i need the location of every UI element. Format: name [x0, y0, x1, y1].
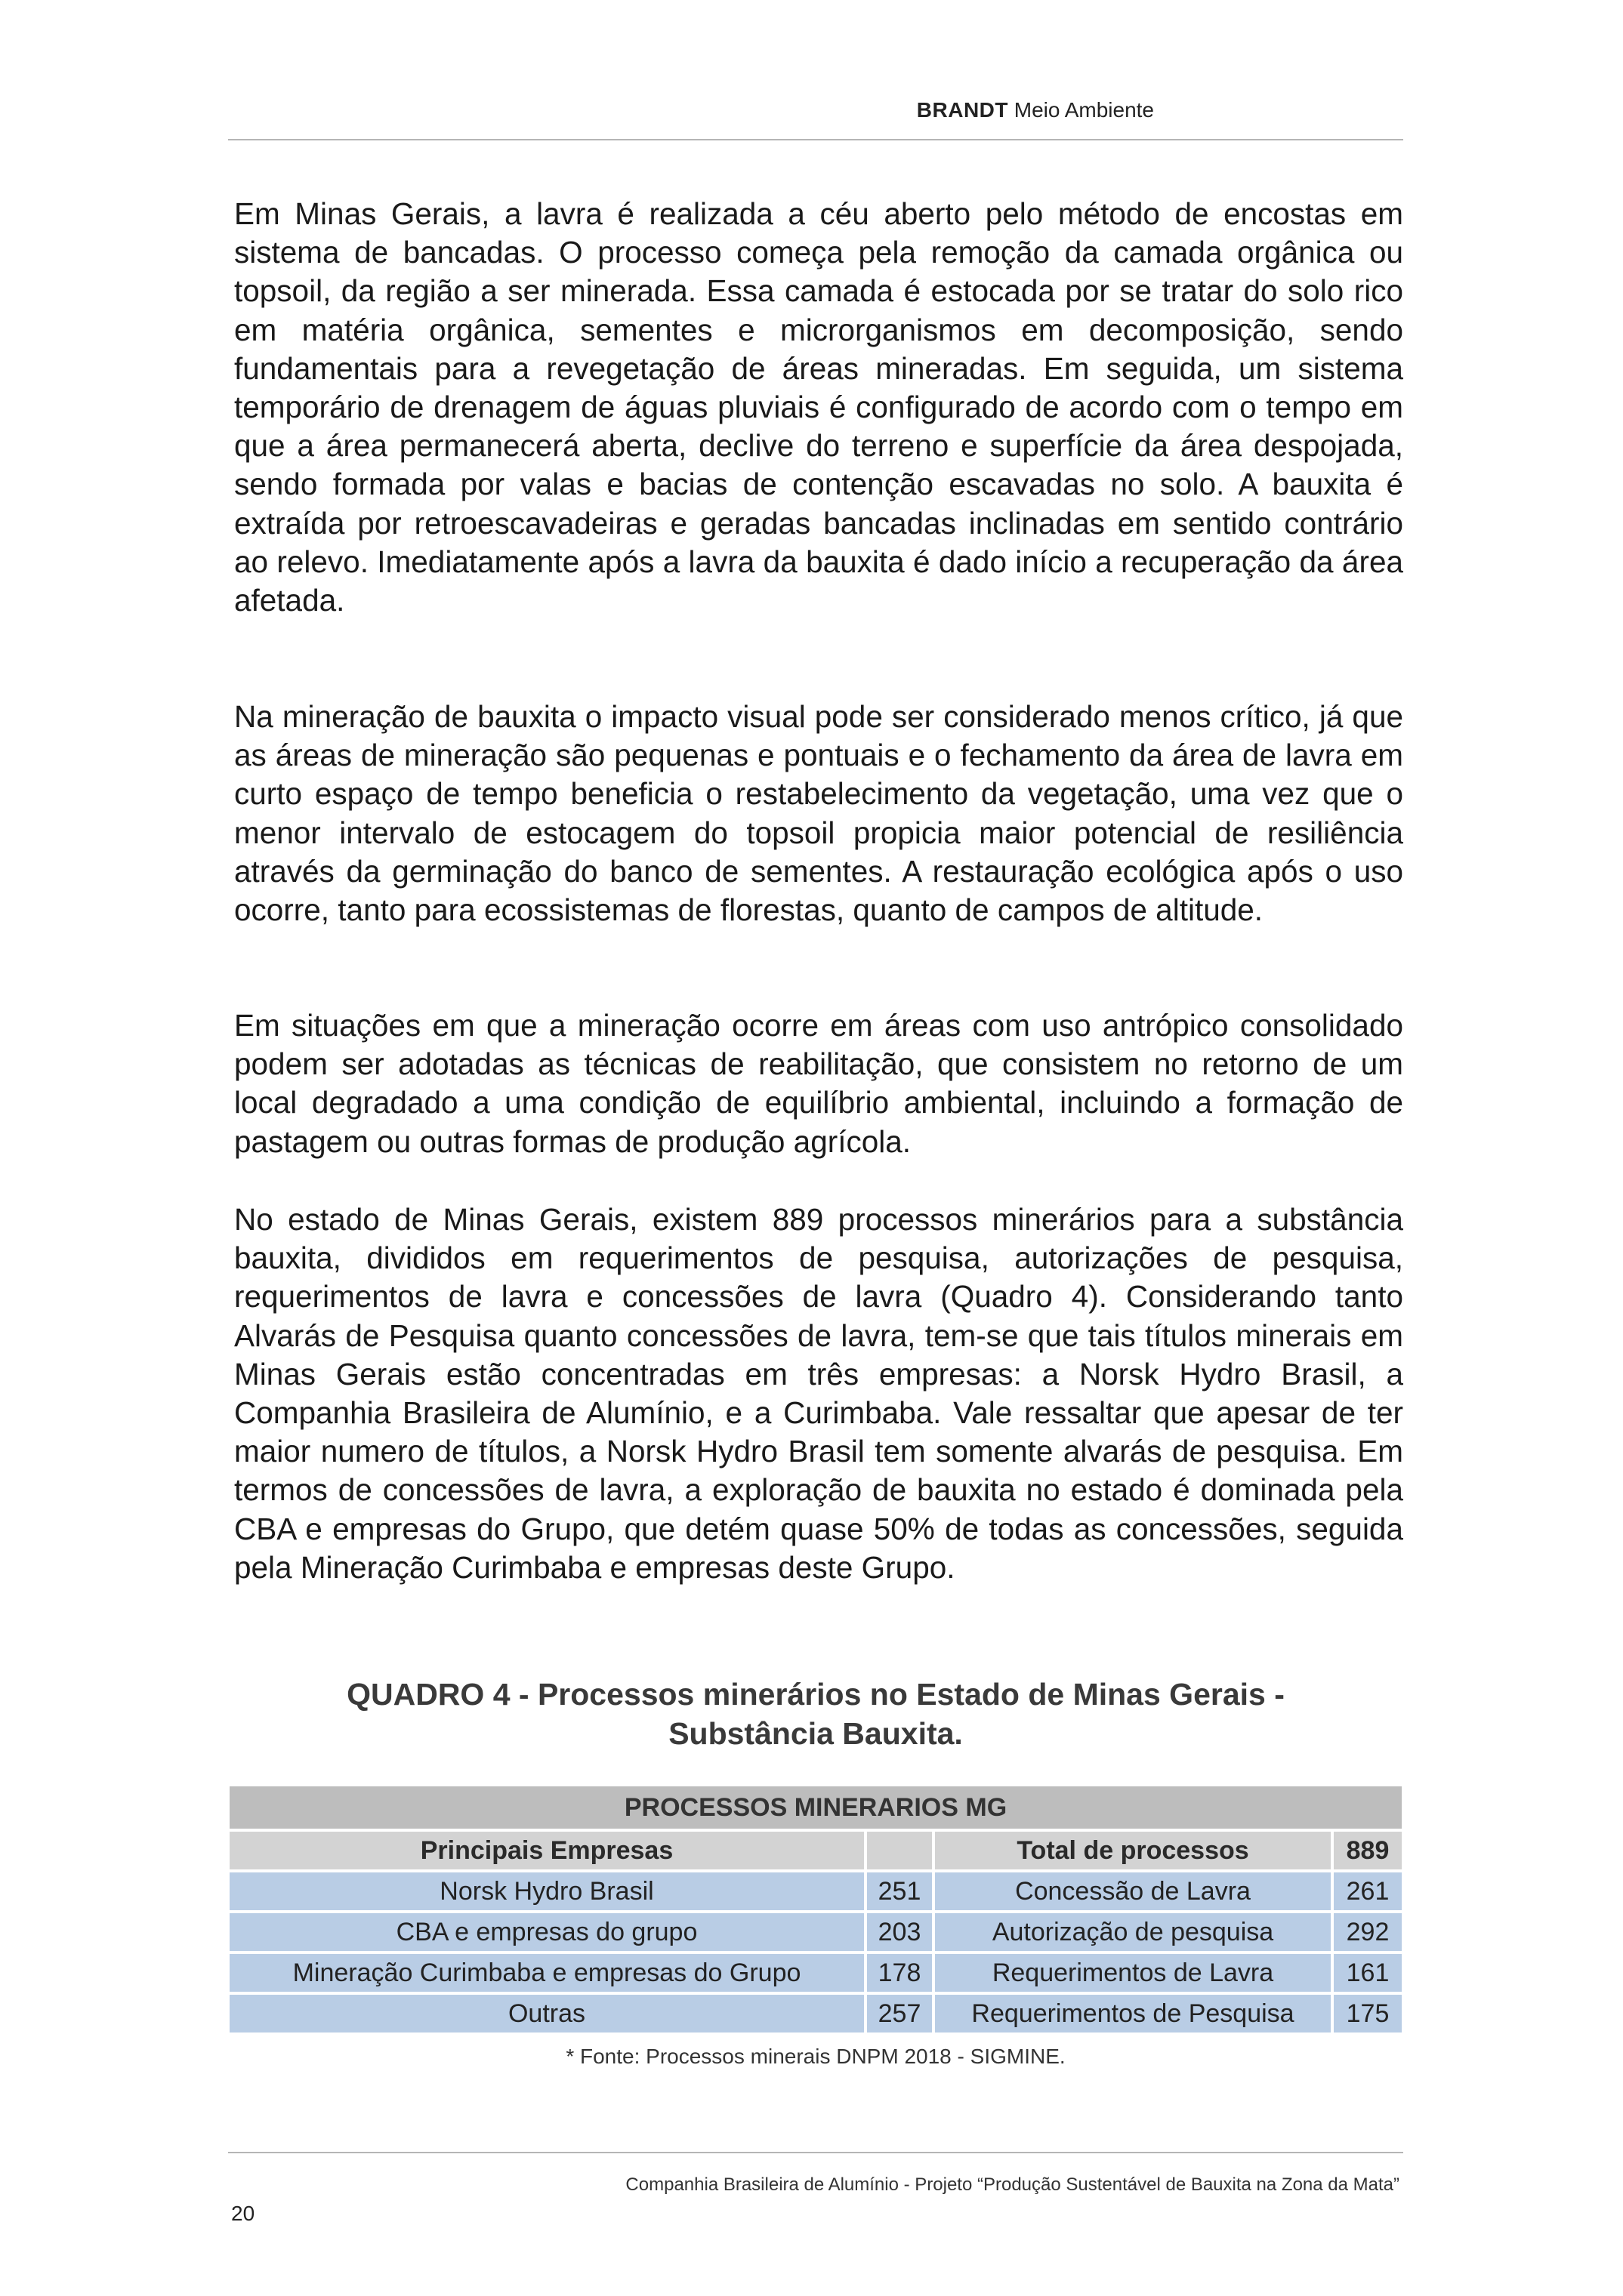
quadro-title-line-1: QUADRO 4 - Processos minerários no Estado de Minas Gerais -	[347, 1677, 1285, 1712]
page-number: 20	[231, 2202, 255, 2225]
footer-divider	[228, 2152, 1403, 2153]
total-value: 889	[1334, 1832, 1402, 1869]
processo-type: Requerimentos de Lavra	[935, 1954, 1331, 1992]
table-title: PROCESSOS MINERARIOS MG	[230, 1786, 1402, 1829]
col-header-empty	[867, 1832, 932, 1869]
processo-count: 292	[1334, 1913, 1402, 1951]
quadro-title-line-2: Substância Bauxita.	[668, 1716, 963, 1751]
empresa-count: 257	[867, 1995, 932, 2032]
table-title-row	[230, 1786, 1402, 1829]
processos-table	[227, 1783, 1405, 2036]
page-header	[228, 95, 1403, 140]
footer-text: Companhia Brasileira de Alumínio - Projeto “Produção Sustentável de Bauxita na Zona da Mata”	[625, 2174, 1399, 2195]
empresa-name: CBA e empresas do grupo	[230, 1913, 864, 1951]
processo-count: 161	[1334, 1954, 1402, 1992]
header-brand: BRANDT	[916, 98, 1008, 122]
col-header-empresas: Principais Empresas	[230, 1832, 864, 1869]
processo-count: 175	[1334, 1995, 1402, 2032]
paragraph-1: Em Minas Gerais, a lavra é realizada a céu aberto pelo método de encostas em sistema de bancadas. O processo começa pela remoção da camada orgânica ou topsoil, da região a ser minerada. Essa camada é estocada por se tratar do solo rico em matéria orgânica, sementes e microrganismos em decomposição, sendo fundamentais para a revegetação de áreas mineradas. Em seguida, um sistema temporário de drenagem de águas pluviais é configurado de acordo com o tempo em que a área permanecerá aberta, declive do terreno e superfície da área despojada, sendo formada por valas e bacias de contenção escavadas no solo. A bauxita é extraída por retroescavadeiras e geradas bancadas inclinadas em sentido contrário ao relevo. Imediatamente após a lavra da bauxita é dado início a recuperação da área afetada.	[234, 196, 1403, 618]
table-source: * Fonte: Processos minerais DNPM 2018 - SIGMINE.	[566, 2045, 1066, 2068]
table-header-row	[230, 1832, 1402, 1869]
table-row	[230, 1913, 1402, 1951]
col-header-total: Total de processos	[935, 1832, 1331, 1869]
paragraph-3: Em situações em que a mineração ocorre em áreas com uso antrópico consolidado podem ser adotadas as técnicas de reabilitação, que consistem no retorno de um local degradado a uma condição de equilíbrio ambiental, incluindo a formação de pastagem ou outras formas de produção agrícola.	[234, 1008, 1403, 1159]
paragraph-4: No estado de Minas Gerais, existem 889 processos minerários para a substância bauxita, divididos em requerimentos de pesquisa, autorizações de pesquisa, requerimentos de lavra e concessões de lavra (Quadro 4). Considerando tanto Alvarás de Pesquisa quanto concessões de lavra, tem-se que tais títulos minerais em Minas Gerais estão concentradas em três empresas: a Norsk Hydro Brasil, a Companhia Brasileira de Alumínio, e a Curimbaba. Vale ressaltar que apesar de ter maior numero de títulos, a Norsk Hydro Brasil tem somente alvarás de pesquisa. Em termos de concessões de lavra, a exploração de bauxita no estado é dominada pela CBA e empresas do Grupo, que detém quase 50% de todas as concessões, seguida pela Mineração Curimbaba e empresas deste Grupo.	[234, 1202, 1403, 1585]
empresa-count: 178	[867, 1954, 932, 1992]
empresa-name: Norsk Hydro Brasil	[230, 1872, 864, 1910]
header-title	[917, 95, 1154, 125]
processo-count: 261	[1334, 1872, 1402, 1910]
quadro-title	[228, 1675, 1403, 1753]
empresa-count: 251	[867, 1872, 932, 1910]
header-subtitle: Meio Ambiente	[1014, 98, 1154, 122]
empresa-count: 203	[867, 1913, 932, 1951]
table-row	[230, 1954, 1402, 1992]
empresa-name: Mineração Curimbaba e empresas do Grupo	[230, 1954, 864, 1992]
empresa-name: Outras	[230, 1995, 864, 2032]
processo-type: Autorização de pesquisa	[935, 1913, 1331, 1951]
table-row	[230, 1872, 1402, 1910]
paragraph-2: Na mineração de bauxita o impacto visual pode ser considerado menos crítico, já que as áreas de mineração são pequenas e pontuais e o fechamento da área de lavra em curto espaço de tempo beneficia o restabelecimento da vegetação, uma vez que o menor intervalo de estocagem do topsoil propicia maior potencial de resiliência através da germinação do banco de sementes. A restauração ecológica após o uso ocorre, tanto para ecossistemas de florestas, quanto de campos de altitude.	[234, 699, 1403, 928]
table-row	[230, 1995, 1402, 2032]
processo-type: Requerimentos de Pesquisa	[935, 1995, 1331, 2032]
processo-type: Concessão de Lavra	[935, 1872, 1331, 1910]
